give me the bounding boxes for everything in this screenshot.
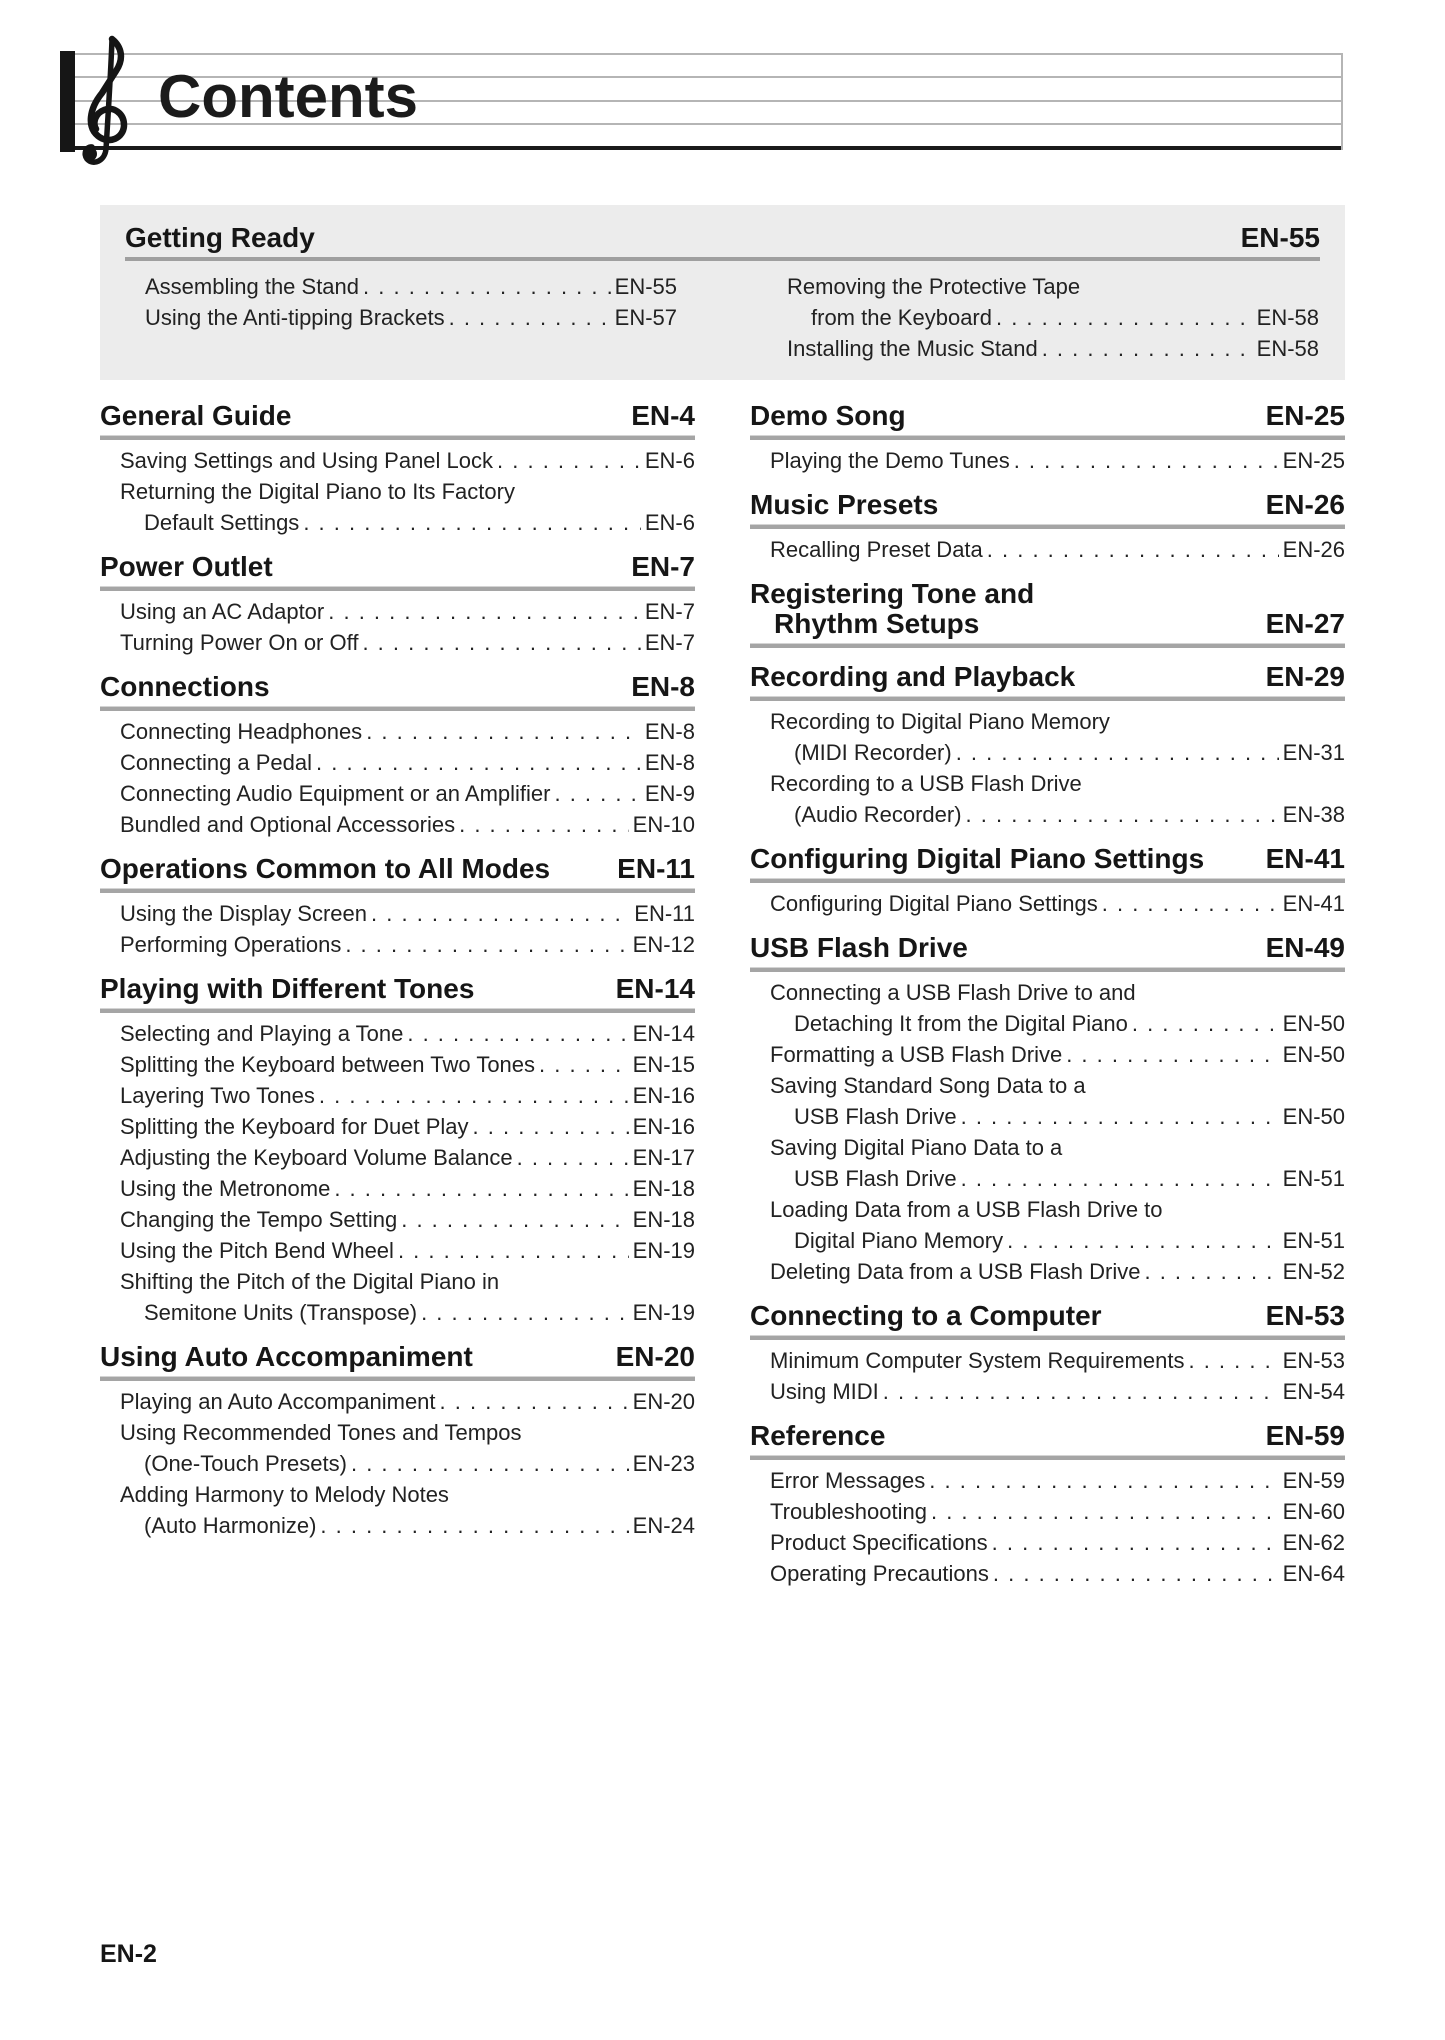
entry-title: Minimum Computer System Requirements [770,1348,1185,1373]
entry-page-number: EN-51 [1282,1166,1345,1191]
toc-entry [770,1345,1345,1376]
toc-entry [120,1049,695,1080]
entry-title: Deleting Data from a USB Flash Drive [770,1259,1141,1284]
entry-page-number: EN-8 [644,719,695,744]
toc-entry [770,1132,1345,1194]
section-heading-label: Getting Ready [125,222,315,253]
entry-title: Installing the Music Stand [787,336,1038,361]
section-heading-label: Reference [750,1420,886,1451]
entry-page-number: EN-55 [614,274,677,299]
toc-entry [787,333,1319,364]
section-page-number: EN-27 [1265,608,1345,639]
dot-leader [517,1142,629,1173]
entry-title: Recalling Preset Data [770,537,983,562]
toc-entry [770,1558,1345,1589]
entry-page-number: EN-58 [1256,336,1319,361]
entry-page-number: EN-15 [632,1052,695,1077]
getting-ready-box [100,205,1345,380]
toc-entry [120,898,695,929]
entry-page-number: EN-14 [632,1021,695,1046]
section-heading-label: Music Presets [750,489,939,520]
entry-page-number: EN-17 [632,1145,695,1170]
toc-entry [120,1386,695,1417]
toc-entry [787,271,1319,333]
toc-section [750,579,1345,648]
toc-entry [120,778,695,809]
entry-title: Performing Operations [120,932,342,957]
entry-title: USB Flash Drive [794,1104,957,1129]
section-page-number: EN-55 [1240,222,1320,253]
toc-entry [770,1527,1345,1558]
entry-title: Splitting the Keyboard between Two Tones [120,1052,536,1077]
dot-leader [1132,1008,1279,1039]
dot-leader [554,778,640,809]
section-heading [125,223,1320,253]
entry-title: (One-Touch Presets) [144,1451,347,1476]
dot-leader [473,1111,629,1142]
dot-leader [303,507,641,538]
section-heading-label: Connections [100,671,270,702]
section-heading-label: General Guide [100,400,292,431]
dot-leader [1188,1345,1278,1376]
toc-entry [770,706,1345,768]
entry-title: Splitting the Keyboard for Duet Play [120,1114,469,1139]
dot-leader [449,302,611,333]
dot-leader [931,1496,1279,1527]
section-heading-label: Power Outlet [100,551,273,582]
section-page-number: EN-14 [615,973,695,1004]
toc-section [100,672,695,840]
entry-title: Turning Power On or Off [120,630,359,655]
section-heading-label: Playing with Different Tones [100,973,475,1004]
footer-page-number: EN-2 [100,1940,157,1968]
section-heading-label: Configuring Digital Piano Settings [750,843,1205,874]
section-heading-label-line2: Rhythm Setups [774,608,980,639]
entry-page-number: EN-38 [1282,802,1345,827]
toc-entry [770,768,1345,830]
entry-page-number: EN-31 [1282,740,1345,765]
entry-title: Playing the Demo Tunes [770,448,1010,473]
dot-leader [883,1376,1279,1407]
toc-entry [120,1111,695,1142]
entry-page-number: EN-64 [1282,1561,1345,1586]
entry-title: Operating Precautions [770,1561,989,1586]
staff-left-bar [60,51,75,152]
entry-title: Saving Settings and Using Panel Lock [120,448,494,473]
toc-entry [120,809,695,840]
dot-leader [1144,1256,1278,1287]
dot-leader [539,1049,629,1080]
entry-page-number: EN-58 [1256,305,1319,330]
dot-leader [497,445,641,476]
toc-entry [770,1376,1345,1407]
dot-leader [440,1386,629,1417]
toc-section [100,1342,695,1541]
entry-title-line1: Shifting the Pitch of the Digital Piano in [120,1269,500,1294]
dot-leader [992,1527,1279,1558]
entry-title: Digital Piano Memory [794,1228,1004,1253]
dot-leader [407,1018,628,1049]
toc-entry [120,627,695,658]
dot-leader [371,898,630,929]
entry-title: Playing an Auto Accompaniment [120,1389,436,1414]
entry-page-number: EN-60 [1282,1499,1345,1524]
dot-leader [345,929,628,960]
toc-section [100,974,695,1328]
entry-page-number: EN-12 [632,932,695,957]
entry-title-line1: Connecting a USB Flash Drive to and [770,980,1136,1005]
entry-page-number: EN-41 [1282,891,1345,916]
entry-title: Using the Pitch Bend Wheel [120,1238,394,1263]
entry-title-line1: Recording to a USB Flash Drive [770,771,1082,796]
dot-leader [363,271,611,302]
section-page-number: EN-25 [1265,400,1345,431]
entry-title: Detaching It from the Digital Piano [794,1011,1128,1036]
entry-title: Formatting a USB Flash Drive [770,1042,1063,1067]
entry-title-line1: Adding Harmony to Melody Notes [120,1482,449,1507]
toc-entry [145,302,677,333]
entry-title: Bundled and Optional Accessories [120,812,456,837]
toc-entry [770,888,1345,919]
entry-page-number: EN-9 [644,781,695,806]
entry-page-number: EN-18 [632,1176,695,1201]
dot-leader [316,747,641,778]
section-page-number: EN-20 [615,1341,695,1372]
entry-title: (Auto Harmonize) [144,1513,317,1538]
entry-title-line1: Returning the Digital Piano to Its Factory [120,479,515,504]
getting-ready-columns [125,261,1320,364]
toc-entry [770,1194,1345,1256]
entry-title: Product Specifications [770,1530,988,1555]
entry-page-number: EN-50 [1282,1042,1345,1067]
entry-page-number: EN-52 [1282,1259,1345,1284]
section-heading-label: Recording and Playback [750,661,1076,692]
section-heading-label: Connecting to a Computer [750,1300,1102,1331]
entry-title: Adjusting the Keyboard Volume Balance [120,1145,513,1170]
entry-title: Using the Display Screen [120,901,368,926]
entry-page-number: EN-26 [1282,537,1345,562]
entry-title-line1: Saving Standard Song Data to a [770,1073,1086,1098]
dot-leader [319,1080,629,1111]
section-heading-label: Registering Tone and [750,578,1035,609]
entry-page-number: EN-8 [644,750,695,775]
treble-clef-icon [76,34,140,172]
dot-leader [459,809,629,840]
entry-page-number: EN-19 [632,1300,695,1325]
toc-entry [770,1465,1345,1496]
heading-rule [750,643,1345,648]
section-page-number: EN-29 [1265,661,1345,692]
toc-entry [120,1173,695,1204]
entry-page-number: EN-53 [1282,1348,1345,1373]
toc-entry [120,1204,695,1235]
entry-title: Default Settings [144,510,300,535]
entry-title: Configuring Digital Piano Settings [770,891,1098,916]
entry-page-number: EN-57 [614,305,677,330]
entry-title: Using an AC Adaptor [120,599,325,624]
section-page-number: EN-8 [631,671,695,702]
entry-page-number: EN-6 [644,448,695,473]
entry-title: Using the Anti-tipping Brackets [145,305,445,330]
entry-title: Assembling the Stand [145,274,360,299]
toc-entry [770,534,1345,565]
entry-page-number: EN-50 [1282,1011,1345,1036]
entry-page-number: EN-18 [632,1207,695,1232]
toc-entry [770,977,1345,1039]
entry-title: Changing the Tempo Setting [120,1207,398,1232]
toc-section [750,1421,1345,1589]
entry-title-line1: Recording to Digital Piano Memory [770,709,1110,734]
dot-leader [996,302,1253,333]
entry-page-number: EN-19 [632,1238,695,1263]
entry-page-number: EN-23 [632,1451,695,1476]
toc-entry [120,1479,695,1541]
toc-right-column [750,401,1345,1603]
entry-title: Connecting Audio Equipment or an Amplifier [120,781,551,806]
toc-entry [120,1235,695,1266]
dot-leader [1007,1225,1279,1256]
entry-title-line1: Saving Digital Piano Data to a [770,1135,1063,1160]
section-page-number: EN-11 [617,853,695,884]
toc-entry [120,1080,695,1111]
dot-leader [401,1204,628,1235]
dot-leader [320,1510,628,1541]
entry-page-number: EN-51 [1282,1228,1345,1253]
toc-section [750,401,1345,476]
dot-leader [993,1558,1279,1589]
getting-ready-right-column [767,269,1319,364]
toc-entry [120,1018,695,1049]
entry-page-number: EN-20 [632,1389,695,1414]
section-heading-label: Demo Song [750,400,906,431]
toc-entry [770,1070,1345,1132]
entry-title: Using the Metronome [120,1176,331,1201]
section-page-number: EN-41 [1265,843,1345,874]
entry-page-number: EN-54 [1282,1379,1345,1404]
toc-section [750,933,1345,1287]
entry-title: Selecting and Playing a Tone [120,1021,404,1046]
toc-section [100,552,695,658]
section-heading-label: Using Auto Accompaniment [100,1341,473,1372]
toc-section [100,854,695,960]
section-page-number: EN-26 [1265,489,1345,520]
section-page-number: EN-4 [631,400,695,431]
entry-page-number: EN-11 [634,901,695,926]
dot-leader [961,1163,1279,1194]
entry-title: Connecting a Pedal [120,750,313,775]
section-page-number: EN-59 [1265,1420,1345,1451]
staff-line [60,53,1343,55]
toc-entry [120,1266,695,1328]
entry-page-number: EN-16 [632,1114,695,1139]
entry-page-number: EN-6 [644,510,695,535]
section-page-number: EN-49 [1265,932,1345,963]
dot-leader [421,1297,629,1328]
dot-leader [1014,445,1279,476]
section-page-number: EN-53 [1265,1300,1345,1331]
dot-leader [398,1235,629,1266]
section-heading-label: Operations Common to All Modes [100,853,551,884]
entry-page-number: EN-16 [632,1083,695,1108]
dot-leader [987,534,1279,565]
entry-title-line1: Using Recommended Tones and Tempos [120,1420,522,1445]
dot-leader [1102,888,1279,919]
dot-leader [351,1448,629,1479]
entry-title: Layering Two Tones [120,1083,315,1108]
toc-entry [120,747,695,778]
toc-entry [770,1039,1345,1070]
dot-leader [366,716,641,747]
dot-leader [956,737,1279,768]
toc-entry [120,1142,695,1173]
staff-end-bar [1341,53,1343,150]
toc-left-column [100,401,695,1603]
section-heading-label: USB Flash Drive [750,932,968,963]
entry-page-number: EN-7 [644,630,695,655]
staff-line [60,146,1343,150]
getting-ready-left-column [125,269,677,364]
toc-entry [770,1496,1345,1527]
dot-leader [328,596,641,627]
entry-page-number: EN-10 [632,812,695,837]
entry-title: (MIDI Recorder) [794,740,952,765]
entry-title: Semitone Units (Transpose) [144,1300,418,1325]
toc-entry [120,716,695,747]
entry-page-number: EN-59 [1282,1468,1345,1493]
toc-columns [100,401,1345,1603]
entry-page-number: EN-7 [644,599,695,624]
dot-leader [362,627,640,658]
section-page-number: EN-7 [631,551,695,582]
entry-title-line1: Removing the Protective Tape [787,274,1081,299]
entry-title: USB Flash Drive [794,1166,957,1191]
entry-title: from the Keyboard [811,305,992,330]
toc-entry [770,445,1345,476]
entry-title: Using MIDI [770,1379,879,1404]
toc-entry [120,929,695,960]
entry-page-number: EN-24 [632,1513,695,1538]
toc-section [750,844,1345,919]
toc-entry [120,476,695,538]
dot-leader [1066,1039,1278,1070]
entry-title: (Audio Recorder) [794,802,962,827]
toc-section [100,401,695,538]
dot-leader [1042,333,1253,364]
entry-page-number: EN-50 [1282,1104,1345,1129]
toc-entry [770,1256,1345,1287]
toc-section [750,1301,1345,1407]
page-title: Contents [158,63,418,130]
toc-section [750,490,1345,565]
dot-leader [929,1465,1278,1496]
toc-entry [120,445,695,476]
toc-entry [120,596,695,627]
entry-page-number: EN-25 [1282,448,1345,473]
entry-page-number: EN-62 [1282,1530,1345,1555]
dot-leader [334,1173,628,1204]
toc-entry [120,1417,695,1479]
entry-title: Error Messages [770,1468,926,1493]
dot-leader [961,1101,1279,1132]
entry-title: Connecting Headphones [120,719,363,744]
dot-leader [966,799,1279,830]
toc-section [750,662,1345,830]
entry-title: Troubleshooting [770,1499,927,1524]
toc-entry [145,271,677,302]
entry-title-line1: Loading Data from a USB Flash Drive to [770,1197,1163,1222]
